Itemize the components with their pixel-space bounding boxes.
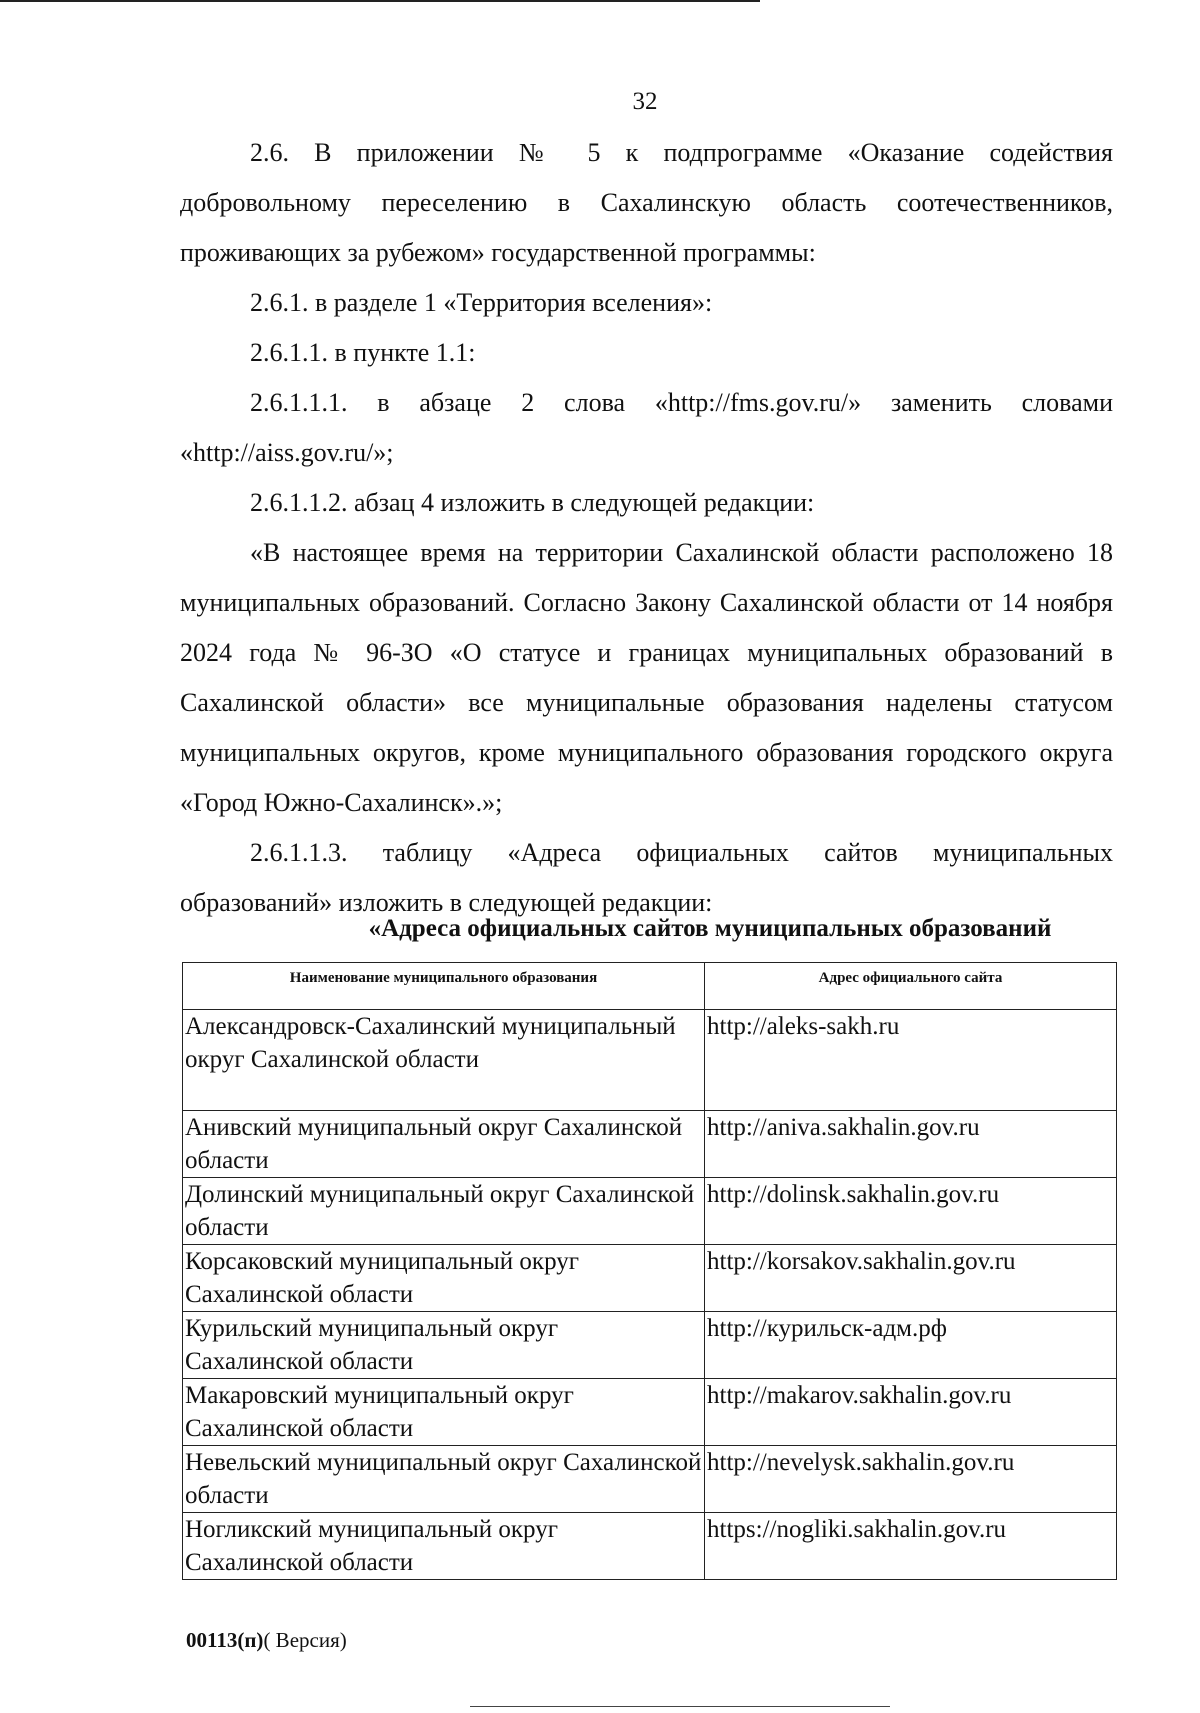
document-version: ( Версия)	[263, 1628, 347, 1652]
paragraph-2-6-1-1-3: 2.6.1.1.3. таблицу «Адреса официальных сайтов муниципальных образований» изложить в следующей редакции:	[180, 838, 1113, 917]
municipality-site: http://dolinsk.sakhalin.gov.ru	[705, 1178, 1117, 1245]
scan-top-edge	[0, 0, 760, 2]
municipality-name: Курильский муниципальный округ Сахалинской области	[183, 1312, 705, 1379]
municipality-site: https://nogliki.sakhalin.gov.ru	[705, 1513, 1117, 1580]
municipality-name: Александровск-Сахалинский муниципальный округ Сахалинской области	[183, 1010, 705, 1111]
paragraph-quoted-text: «В настоящее время на территории Сахалинской области расположено 18 муниципальных образований. Согласно Закону Сахалинской области от 14 ноября 2024 года № 96-ЗО «О статусе и границах муниципальных образований в Сахалинской области» все муниципальные образования наделены статусом муниципальных округов, кроме муниципального образования городского округа «Город Южно-Сахалинск».»;	[180, 538, 1113, 817]
table-row	[183, 1446, 1117, 1513]
scan-bottom-edge	[470, 1706, 890, 1707]
municipality-site: http://aniva.sakhalin.gov.ru	[705, 1111, 1117, 1178]
table-row	[183, 1010, 1117, 1111]
table-row	[183, 1111, 1117, 1178]
municipal-sites-table	[182, 962, 1117, 1580]
table-row	[183, 1379, 1117, 1446]
municipality-site: http://aleks-sakh.ru	[705, 1010, 1117, 1111]
municipality-site: http://nevelysk.sakhalin.gov.ru	[705, 1446, 1117, 1513]
paragraph-2-6-1-1-2: 2.6.1.1.2. абзац 4 изложить в следующей редакции:	[250, 488, 815, 517]
document-footer-code	[186, 1628, 347, 1653]
municipality-name: Корсаковский муниципальный округ Сахалинской области	[183, 1245, 705, 1312]
paragraph-2-6-1: 2.6.1. в разделе 1 «Территория вселения»:	[250, 288, 713, 317]
table-row	[183, 1312, 1117, 1379]
paragraph-2-6-1-1-1: 2.6.1.1.1. в абзаце 2 слова «http://fms.gov.ru/» заменить словами «http://aiss.gov.ru/»;	[180, 388, 1113, 467]
table-row	[183, 1513, 1117, 1580]
municipality-name: Долинский муниципальный округ Сахалинской области	[183, 1178, 705, 1245]
municipality-name: Ногликский муниципальный округ Сахалинской области	[183, 1513, 705, 1580]
municipality-name: Макаровский муниципальный округ Сахалинской области	[183, 1379, 705, 1446]
municipality-site: http://korsakov.sakhalin.gov.ru	[705, 1245, 1117, 1312]
page-number: 32	[632, 88, 658, 115]
table-row	[183, 1178, 1117, 1245]
paragraph-2-6: 2.6. В приложении № 5 к подпрограмме «Оказание содействия добровольному переселению в Сахалинскую область соотечественников, проживающих за рубежом» государственной программы:	[180, 138, 1113, 267]
header-site: Адрес официального сайта	[705, 963, 1117, 1010]
municipality-site: http://курильск-адм.рф	[705, 1312, 1117, 1379]
document-code: 00113(п)	[186, 1628, 264, 1652]
municipality-name: Анивский муниципальный округ Сахалинской области	[183, 1111, 705, 1178]
header-name: Наименование муниципального образования	[183, 963, 705, 1010]
document-body	[180, 128, 1113, 928]
table-row	[183, 1245, 1117, 1312]
paragraph-2-6-1-1: 2.6.1.1. в пункте 1.1:	[250, 338, 476, 367]
table-header-row	[183, 963, 1117, 1010]
municipality-name: Невельский муниципальный округ Сахалинской области	[183, 1446, 705, 1513]
table-title: «Адреса официальных сайтов муниципальных образований	[368, 915, 1052, 942]
municipality-site: http://makarov.sakhalin.gov.ru	[705, 1379, 1117, 1446]
